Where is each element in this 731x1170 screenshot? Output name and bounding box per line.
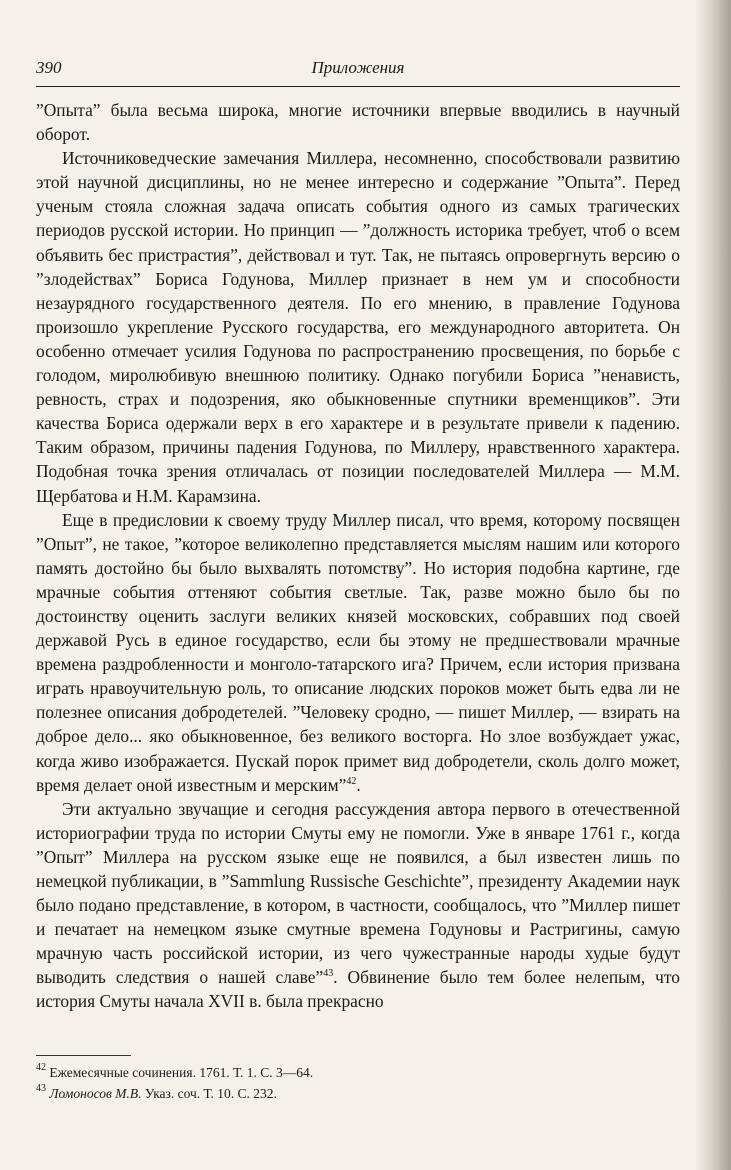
paragraph-2 — [36, 146, 680, 507]
paragraph-text: Еще в предисловии к своему труду Миллер писал, что время, которому посвящен ”Опыт”, не такое, ”которое великолепно представляется мыслям нашим или которого память достойно бы было выхвалять потомству”. Но история подобна картине, где мрачные события оттеняют события светлые. Так, разве можно было бы по достоинству оценить заслуги великих князей московских, собравших под своей державой Русь в единое государство, если бы этому не предшествовали мрачные времена раздробленности и монголо-татарского ига? Причем, если история призвана играть нравоучительную роль, то описание людских пороков может быть едва ли не полезнее описания добродетелей. ”Человеку сродно, — пишет Миллер, — взирать на доброе дело... яко обыкновенное, без великого восторга. Но злое возбуждает ужас, когда живо изображается. Пускай порок примет вид добродетели, сколь долго может, время делает оной известным и мерским” — [36, 509, 680, 795]
footnotes — [36, 1062, 680, 1104]
paragraph-text: ”Опыта” была весьма широка, многие источники впервые вводились в научный оборот. — [36, 100, 680, 145]
paragraph-4 — [36, 797, 680, 1014]
footnote-ref-43[interactable]: 43 — [323, 968, 334, 980]
footnote-rule — [36, 1055, 131, 1056]
footnote-number: 43 — [36, 1083, 46, 1094]
paragraph-3: Еще в предисловии к своему труду Миллер писал, что время, которому посвящен ”Опыт”, не такое, ”которое великолепно представляется мыслям нашим или которого память достойно бы было выхвалять потомству”. Но история подобна картине, где мрачные события оттеняют события светлые. Так, разве можно было бы по достоинству оценить заслуги великих князей московских, собравших под своей державой Русь в единое государство, если бы этому не предшествовали мрачные времена раздробленности и монголо-татарского ига? Причем, если история призвана играть нравоучительную роль, то описание людских пороков может быть едва ли не полезнее описания добродетелей. ”Человеку сродно, — пишет Миллер, — взирать на доброе дело... яко обыкновенное, без великого восторга. Но злое возбуждает ужас, когда живо изображается. Пускай порок примет вид добродетели, сколь долго может, время делает оной известным и мерским”$^{42}$. — [36, 509, 680, 795]
footnote-43 — [36, 1083, 680, 1104]
footnote-ref-42[interactable]: 42 — [346, 775, 357, 787]
paragraph-tail: . Обвинение было тем более нелепым, что история Смуты начала XVII в. была прекрасно — [36, 967, 680, 1012]
footnote-number: 42 — [36, 1062, 46, 1073]
paragraph-1 — [36, 98, 680, 146]
footnote-42 — [36, 1062, 680, 1083]
footnote-text: Ежемесячные сочинения. 1761. Т. 1. С. 3—64. — [49, 1065, 314, 1080]
paragraph-text: Источниковедческие замечания Миллера, несомненно, способствовали развитию этой научной дисциплины, но не менее интересно и содержание ”Опыта”. Перед ученым стояла сложная задача описать события одного из самых трагических периодов русской истории. Но принцип — ”должность историка требует, чтоб о всем объявить бес пристрастия”, действовал и тут. Так, не пытаясь опровергнуть версию о ”злодействах” Бориса Годунова, Миллер признает в нем ум и способности незаурядного государственного деятеля. По его мнению, в правление Годунова произошло укрепление Русского государства, его международного авторитета. Он особенно отмечает усилия Годунова по распространению просвещения, по борьбе с голодом, миролюбивую внешнюю политику. Однако погубили Бориса ”ненависть, ревность, страх и подозрения, яко обыкновенные спутники временщиков”. Эти качества Бориса одержали верх в его характере и в результате привели к падению. Таким образом, причины падения Годунова, по Миллеру, нравственного характера. Подобная точка зрения отличалась от позиции последователей Миллера — М.М. Щербатова и Н.М. Карамзина. — [36, 148, 680, 506]
paragraph-text: Эти актуально звучащие и сегодня рассуждения автора первого в отечественной историографии труда по истории Смуты ему не помогли. Уже в январе 1761 г., когда ”Опыт” Миллера на русском языке еще не появился, а был известен лишь по немецкой публикации, в ”Sammlung Russische Geschichte”, президенту Академии наук было подано представление, в котором, в частности, сообщалось, что ”Миллер пишет и печатает на немецком языке смутные времена Годуновы и Растригины, самую мрачную часть российской истории, из чего чужестранные народы худые будут выводить следствия о нашей славе” — [36, 798, 680, 988]
running-header — [36, 58, 680, 82]
page-number: 390 — [36, 58, 62, 77]
running-title: Приложения — [311, 58, 405, 77]
page-spine-shadow — [695, 0, 731, 1170]
footnote-author: Ломоносов М.В. — [49, 1086, 142, 1101]
header-rule — [36, 86, 680, 87]
body-text — [36, 98, 680, 1014]
footnote-text: Указ. соч. Т. 10. С. 232. — [141, 1086, 277, 1101]
